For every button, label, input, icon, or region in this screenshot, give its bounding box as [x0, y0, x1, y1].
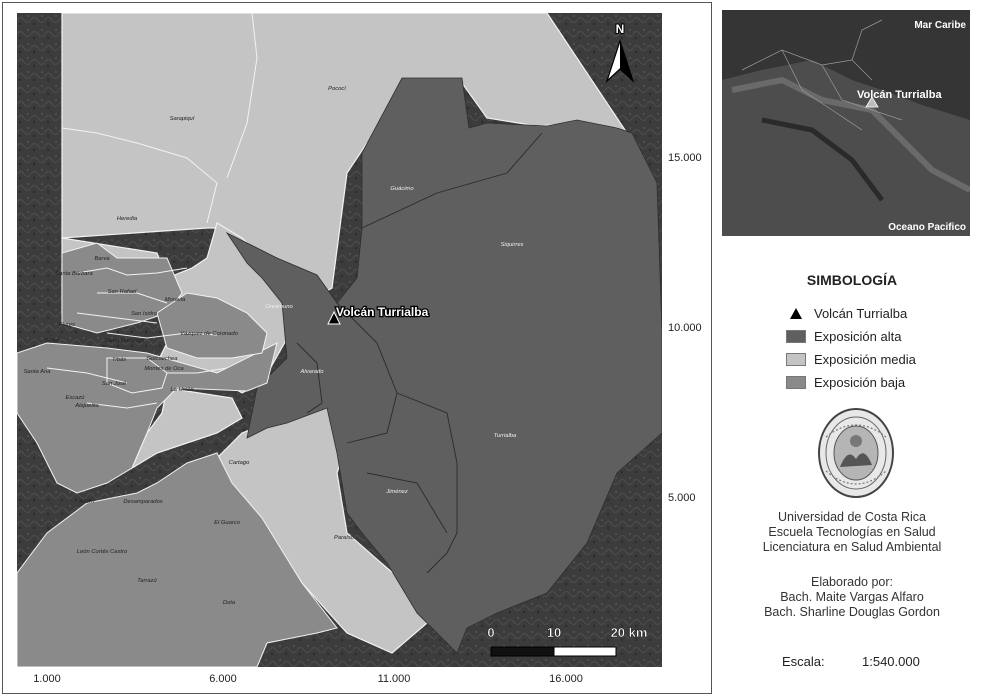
credits-line: Bach. Sharline Douglas Gordon — [764, 605, 940, 619]
canton-label: Cartago — [228, 460, 250, 466]
legend-item-label: Exposición media — [814, 351, 916, 367]
legend-title: SIMBOLOGÍA — [806, 272, 898, 288]
legend-swatch — [786, 376, 806, 389]
inset-caribbean-label: Mar Caribe — [914, 20, 966, 31]
canton-label: Escazú — [65, 395, 85, 401]
canton-label: Guácimo — [390, 186, 414, 192]
canton-label: Aserrí — [79, 499, 95, 505]
legend-swatch — [786, 330, 806, 343]
canton-label: Tibás — [111, 357, 127, 363]
canton-label: Barva — [94, 256, 110, 262]
canton-label: Paraíso — [334, 535, 354, 541]
credits-block — [712, 575, 992, 620]
north-arrow-label: N — [615, 22, 625, 36]
canton-label: Oreamuno — [265, 304, 293, 310]
x-coord-label: 11.000 — [377, 673, 411, 685]
volcano-label: Volcán Turrialba — [336, 305, 429, 319]
canton-label: Belén — [44, 338, 60, 344]
canton-label: Montes de Oca — [144, 366, 184, 372]
canton-label: Heredia — [116, 216, 138, 222]
canton-label: Santa Bárbara — [55, 271, 93, 277]
legend-panel — [711, 2, 991, 694]
canton-label: Alajuelita — [75, 403, 99, 409]
canton-label: El Guarco — [214, 520, 240, 526]
canton-label: Pococí — [328, 86, 346, 92]
canton-label: Goicoechea — [146, 356, 178, 362]
canton-label: San Rafael — [107, 289, 137, 295]
legend-item-medium — [786, 351, 916, 367]
y-coord-label: 10.000 — [668, 322, 702, 334]
legend-swatch — [786, 353, 806, 366]
canton-label: Santa Ana — [23, 369, 51, 375]
scale-label: Escala: — [782, 654, 825, 669]
scale-label-10: 10 — [546, 625, 562, 640]
canton-label: San Isidro — [130, 311, 158, 317]
legend-item-high — [786, 328, 901, 344]
canton-label: Santo Domingo — [104, 338, 144, 344]
canton-label: Dota — [222, 600, 236, 606]
scale-label-0: 0 — [487, 625, 495, 640]
canton-label: Siquirres — [500, 242, 524, 248]
credits-line: Bach. Maite Vargas Alfaro — [780, 590, 924, 604]
canton-label: La Unión — [170, 387, 194, 393]
triangle-icon — [786, 308, 806, 319]
credits-line: Elaborado por: — [810, 575, 893, 589]
canton-label: Flores — [58, 322, 76, 328]
x-coord-label: 6.000 — [209, 673, 237, 685]
canton-label: Alvarado — [300, 369, 324, 375]
canton-label: Jiménez — [386, 489, 408, 495]
x-coord-label: 1.000 — [33, 673, 61, 685]
canton-label: Turrialba — [493, 433, 517, 439]
institution-block — [712, 510, 992, 555]
canton-label: Desamparados — [123, 499, 163, 505]
canton-label: Sarapiquí — [169, 116, 195, 122]
scale-value: 1:540.000 — [862, 654, 920, 669]
inset-pacific-label: Oceano Pacifico — [888, 222, 966, 233]
institution-line: Escuela Tecnologías en Salud — [768, 525, 936, 539]
inset-volcano-label: Volcán Turrialba — [857, 89, 942, 101]
legend-item-label: Exposición baja — [814, 374, 906, 390]
legend-item-label: Exposición alta — [814, 328, 902, 344]
scale-label-20: 20 km — [610, 625, 648, 640]
canton-label: San José — [101, 381, 127, 387]
x-coord-label: 16.000 — [549, 673, 583, 685]
canton-label: Vázquez de Coronado — [180, 331, 238, 337]
main-map — [17, 13, 662, 667]
institution-line: Universidad de Costa Rica — [778, 510, 926, 524]
y-coord-label: 15.000 — [668, 152, 702, 164]
canton-label: Moravia — [164, 297, 186, 303]
legend-item-volcano — [786, 305, 907, 321]
legend-item-low — [786, 374, 905, 390]
canton-label: León Cortés Castro — [76, 549, 128, 555]
canton-label: Tarrazú — [137, 578, 157, 584]
legend-item-label: Volcán Turrialba — [814, 305, 908, 321]
y-coord-label: 5.000 — [668, 492, 696, 504]
university-seal — [816, 407, 896, 505]
institution-line: Licenciatura en Salud Ambiental — [762, 540, 942, 554]
inset-map — [722, 10, 970, 236]
